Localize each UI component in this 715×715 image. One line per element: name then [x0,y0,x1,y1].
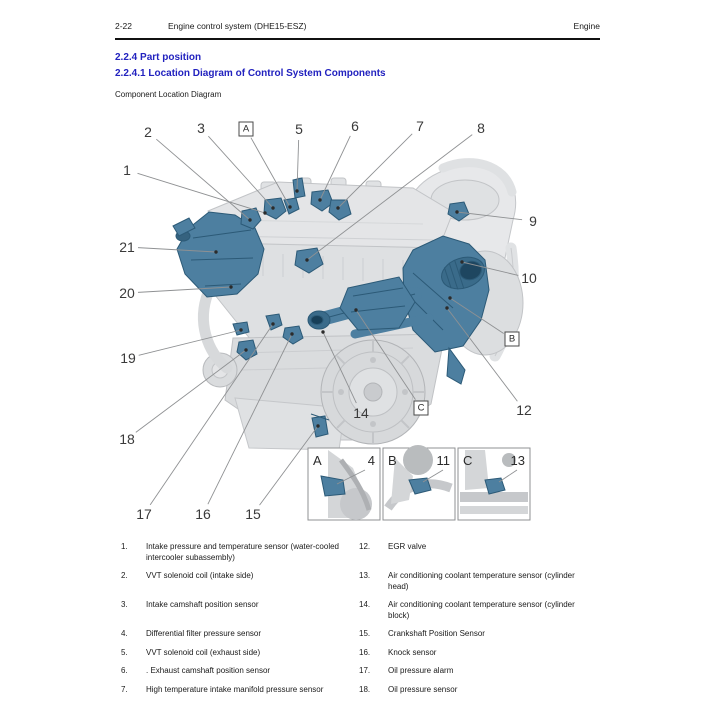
callout-dot-5 [295,189,298,192]
callout-label-10: 10 [521,270,537,286]
callout-dot-10 [460,260,463,263]
legend-num-right-1: 13. [359,571,371,580]
header-title: Engine control system (DHE15-ESZ) [168,21,307,31]
page-number: 2-22 [115,21,133,31]
callout-label-20: 20 [119,285,135,301]
part-bracket-12 [447,348,465,384]
component-legend [113,542,605,695]
legend-num-right-6: 18. [359,684,371,694]
legend-num-left-0: 1. [121,542,128,551]
callout-label-16: 16 [195,506,211,522]
legend-text-right-4: Knock sensor [388,647,437,657]
callout-line-2 [156,139,250,220]
legend-text-left-4: VVT solenoid coil (exhaust side) [146,647,261,657]
callout-label-9: 9 [529,213,537,229]
inset-a-number: 4 [367,453,375,468]
legend-text-right-6: Oil pressure sensor [388,684,458,694]
header-rule [115,38,600,40]
header-chapter: Engine [573,21,600,31]
callout-dot-14 [321,330,324,333]
callout-dot-1 [263,211,266,214]
inset-c-number: 13 [510,453,525,468]
component-location-diagram [113,108,603,536]
callout-dot-C [354,308,357,311]
legend-num-right-0: 12. [359,542,371,551]
callout-dot-8 [305,258,308,261]
callout-dot-18 [244,348,247,351]
legend-text-right-1: Air conditioning coolant temperature sensor (cylinder head) [388,571,575,591]
callout-dot-12 [445,306,448,309]
callout-label-12: 12 [516,402,532,418]
callout-dot-21 [214,250,217,253]
callout-dot-9 [455,210,458,213]
legend-text-left-2: Intake camshaft position sensor [146,600,259,609]
legend-text-left-1: VVT solenoid coil (intake side) [146,571,254,580]
callout-dot-2 [248,218,251,221]
callout-dot-B [448,296,451,299]
callout-dot-19 [239,328,242,331]
callout-label-A: A [242,123,250,135]
engine-diagram-svg [113,108,603,536]
callout-dot-17 [271,322,274,325]
legend-text-left-0: Intake pressure and temperature sensor (water-cooled intercooler subassembly) [146,542,339,562]
callout-label-18: 18 [119,431,135,447]
legend-num-left-1: 2. [121,571,128,580]
legend-num-left-5: 6. [121,666,128,675]
callout-label-15: 15 [245,506,261,522]
callout-dot-A [288,205,291,208]
legend-num-right-2: 14. [359,600,371,609]
callout-label-7: 7 [416,118,424,134]
callout-line-1 [138,173,265,213]
legend-num-left-4: 5. [121,647,128,657]
callout-dot-16 [290,332,293,335]
legend-text-right-3: Crankshaft Position Sensor [388,629,485,638]
engine-illustration [173,163,523,450]
inset-a-letter: A [313,453,322,468]
legend-num-left-3: 4. [121,629,128,638]
callout-label-B: B [508,333,516,345]
callout-label-3: 3 [197,120,205,136]
legend-text-right-2: Air conditioning coolant temperature sensor (cylinder block) [388,600,575,620]
inset-b-letter: B [388,453,397,468]
section-heading-link[interactable]: 2.2.4 Part position [115,52,202,63]
callout-label-14: 14 [353,405,369,421]
subsection-heading-link[interactable]: 2.2.4.1 Location Diagram of Control System Components [115,68,386,79]
inset-boxes [308,445,530,520]
legend-text-left-6: High temperature intake manifold pressure sensor [146,684,324,694]
legend-num-left-6: 7. [121,684,128,694]
inset-b-number: 11 [436,453,450,468]
callout-label-C: C [417,402,425,414]
callout-dot-20 [229,285,232,288]
callout-label-17: 17 [136,506,152,522]
callout-label-1: 1 [123,162,131,178]
callout-label-2: 2 [144,124,152,140]
callout-dot-6 [318,198,321,201]
legend-num-left-2: 3. [121,600,128,609]
inset-c [458,448,530,520]
inset-c-letter: C [463,453,473,468]
legend-num-right-3: 15. [359,629,371,638]
legend-text-left-5: . Exhaust camshaft position sensor [146,666,271,675]
flywheel [321,340,425,444]
legend-num-right-4: 16. [359,647,371,657]
legend-text-right-5: Oil pressure alarm [388,666,454,675]
callout-dot-7 [336,206,339,209]
callout-label-6: 6 [351,118,359,134]
callout-line-19 [139,330,241,355]
callout-label-8: 8 [477,120,485,136]
callout-dot-3 [271,206,274,209]
legend-num-right-5: 17. [359,666,371,675]
diagram-caption: Component Location Diagram [115,90,222,99]
callout-label-21: 21 [119,239,135,255]
legend-text-right-0: EGR valve [388,542,427,551]
callout-dot-15 [316,424,319,427]
inset-a [308,448,380,520]
inset-b [383,445,455,520]
page-header [115,21,600,31]
callout-label-19: 19 [120,350,136,366]
legend-text-left-3: Differential filter pressure sensor [146,629,262,638]
callout-label-5: 5 [295,121,303,137]
